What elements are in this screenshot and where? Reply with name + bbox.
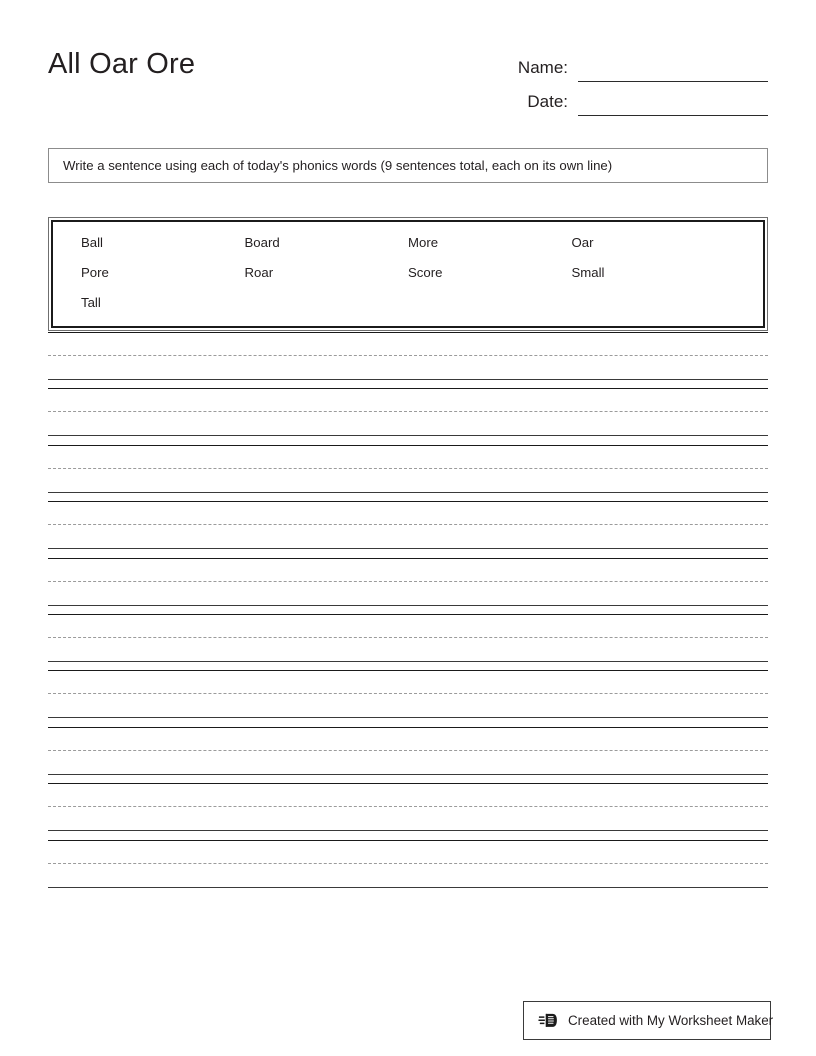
- name-label: Name:: [517, 58, 568, 77]
- writing-line-dashed-rule: [48, 468, 768, 469]
- date-label: Date:: [527, 92, 568, 111]
- writing-line-baseline-rule: [48, 492, 768, 493]
- word-bank: [48, 217, 768, 331]
- word-bank-item: Tall: [81, 295, 101, 310]
- created-with-badge[interactable]: [523, 1001, 774, 1040]
- word-bank-frame: [51, 220, 765, 328]
- word-bank-item: Score: [408, 265, 443, 280]
- writing-line-top-rule: [48, 445, 768, 446]
- writing-line-group[interactable]: [48, 727, 768, 783]
- date-input[interactable]: [578, 94, 768, 116]
- name-input[interactable]: [578, 60, 768, 82]
- writing-line-dashed-rule: [48, 355, 768, 356]
- date-row: [478, 82, 768, 116]
- word-bank-grid: [53, 234, 763, 312]
- writing-line-top-rule: [48, 332, 768, 333]
- word-bank-item: More: [408, 235, 439, 250]
- writing-line-dashed-rule: [48, 750, 768, 751]
- writing-line-top-rule: [48, 670, 768, 671]
- page-title: All Oar Ore: [48, 48, 196, 80]
- word-bank-item: Roar: [244, 265, 274, 280]
- writing-line-dashed-rule: [48, 693, 768, 694]
- writing-line-baseline-rule: [48, 605, 768, 606]
- writing-line-group[interactable]: [48, 332, 768, 388]
- created-with-badge-label: Created with My Worksheet Maker: [568, 1012, 774, 1028]
- writing-line-group[interactable]: [48, 614, 768, 670]
- writing-line-baseline-rule: [48, 887, 768, 888]
- writing-line-dashed-rule: [48, 524, 768, 525]
- writing-lines-area: [48, 332, 768, 896]
- writing-line-dashed-rule: [48, 581, 768, 582]
- writing-line-top-rule: [48, 388, 768, 389]
- writing-line-baseline-rule: [48, 435, 768, 436]
- writing-line-top-rule: [48, 727, 768, 728]
- writing-line-group[interactable]: [48, 558, 768, 614]
- writing-line-baseline-rule: [48, 548, 768, 549]
- writing-line-top-rule: [48, 840, 768, 841]
- writing-line-dashed-rule: [48, 806, 768, 807]
- word-bank-item: Small: [571, 265, 605, 280]
- instruction-text: Write a sentence using each of today's phonics words (9 sentences total, each on its own line): [63, 157, 613, 173]
- writing-line-dashed-rule: [48, 863, 768, 864]
- writing-line-group[interactable]: [48, 670, 768, 726]
- writing-line-baseline-rule: [48, 717, 768, 718]
- writing-line-baseline-rule: [48, 661, 768, 662]
- writing-line-top-rule: [48, 783, 768, 784]
- writing-line-top-rule: [48, 614, 768, 615]
- writing-line-group[interactable]: [48, 783, 768, 839]
- writing-line-top-rule: [48, 558, 768, 559]
- writing-line-dashed-rule: [48, 637, 768, 638]
- word-bank-item: Board: [244, 235, 280, 250]
- writing-line-baseline-rule: [48, 379, 768, 380]
- writing-line-group[interactable]: [48, 445, 768, 501]
- word-bank-item: Pore: [81, 265, 109, 280]
- writing-line-dashed-rule: [48, 411, 768, 412]
- writing-line-group[interactable]: [48, 388, 768, 444]
- word-bank-item: Oar: [571, 235, 594, 250]
- writing-line-group[interactable]: [48, 501, 768, 557]
- word-bank-item: Ball: [81, 235, 103, 250]
- worksheet-maker-logo-icon: [538, 1010, 560, 1032]
- writing-line-top-rule: [48, 501, 768, 502]
- writing-line-group[interactable]: [48, 840, 768, 896]
- worksheet-header: [48, 44, 768, 130]
- name-date-block: [478, 48, 768, 116]
- name-row: [478, 48, 768, 82]
- writing-line-baseline-rule: [48, 830, 768, 831]
- instruction-box: [48, 148, 768, 183]
- writing-line-baseline-rule: [48, 774, 768, 775]
